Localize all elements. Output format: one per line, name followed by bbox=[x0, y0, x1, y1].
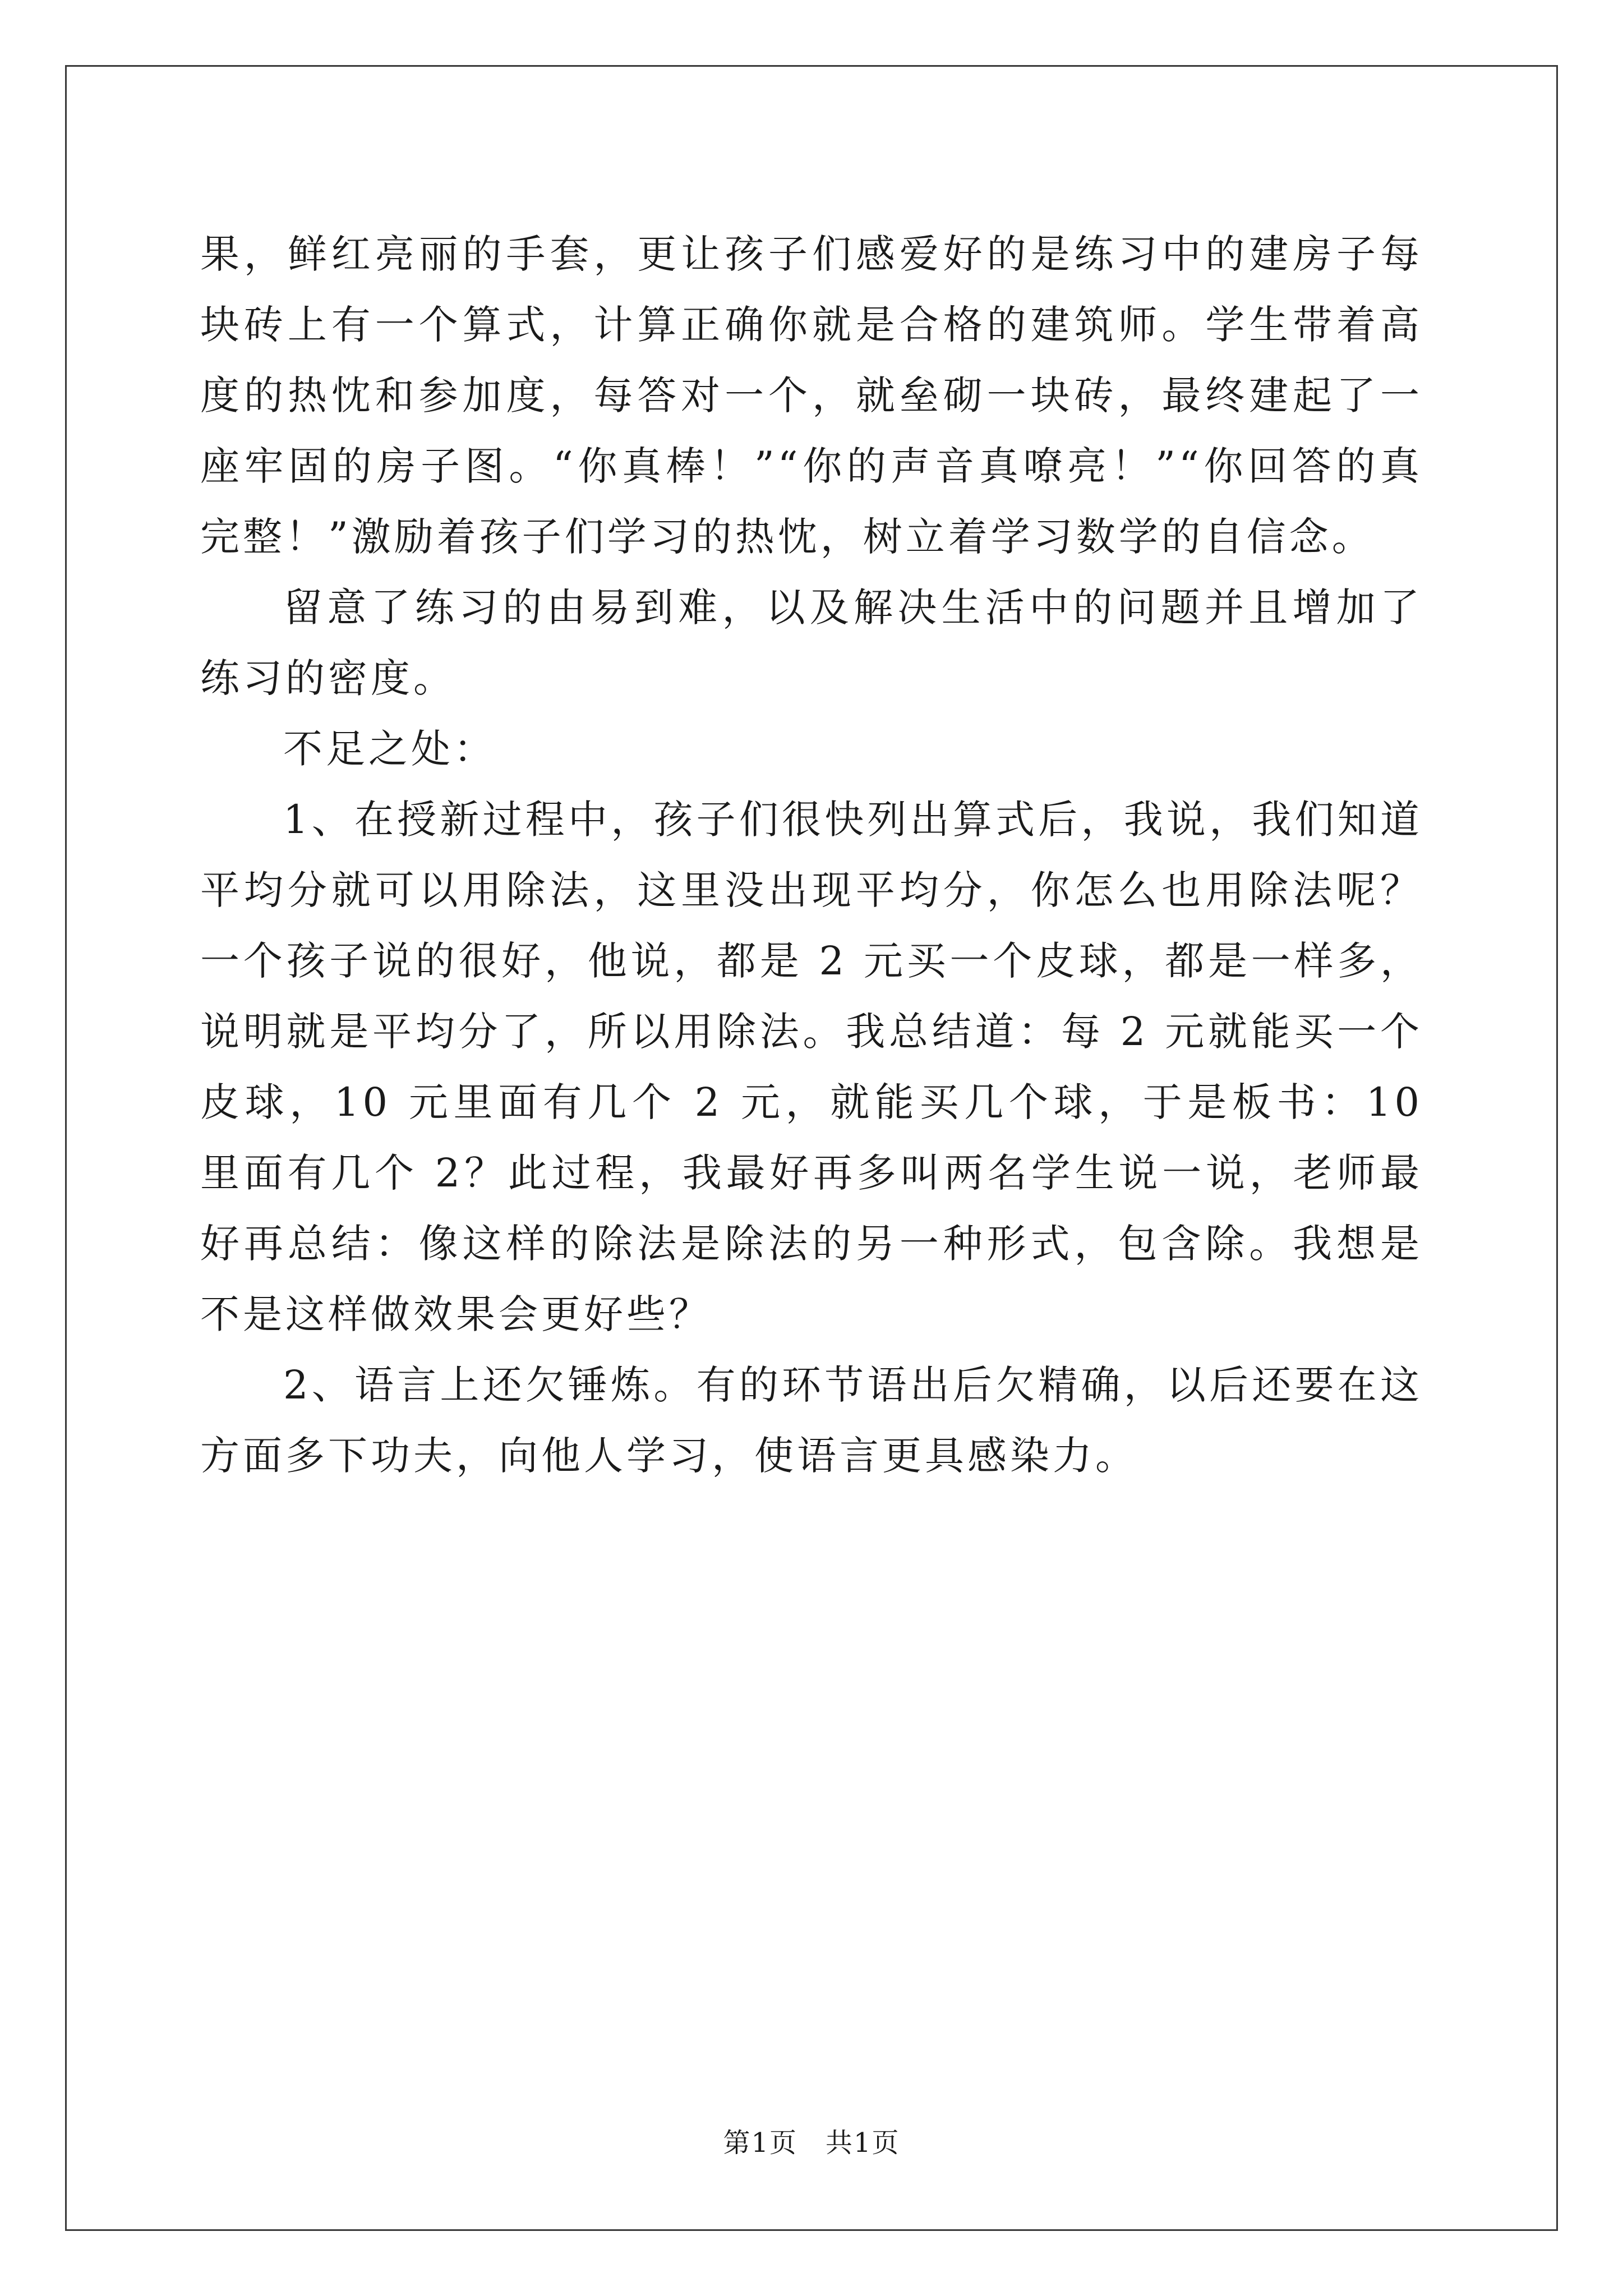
document-body bbox=[200, 219, 1423, 1491]
paragraph-1: 果，鲜红亮丽的手套，更让孩子们感爱好的是练习中的建房子每块砖上有一个算式，计算正确你就是合格的建筑师。学生带着高度的热忱和参加度，每答对一个，就垒砌一块砖，最终建起了一座牢固的房子图。“你真棒！”“你的声音真嘹亮！”“你回答的真完整！”激励着孩子们学习的热忱，树立着学习数学的自信念。 bbox=[200, 231, 1423, 560]
paragraph-3: 不足之处： bbox=[283, 726, 496, 772]
paragraph-4: 1、在授新过程中，孩子们很快列出算式后，我说，我们知道平均分就可以用除法，这里没出现平均分，你怎么也用除法呢？一个孩子说的很好，他说，都是 2 元买一个皮球，都是一样多，说明就是平均分了，所以用除法。我总结道：每 2 元就能买一个皮球，10 元里面有几个 2 元，就能买几个球，于是板书：10 里面有几个 2？此过程，我最好再多叫两名学生说一说，老师最好再总结：像这样的除法是除法的另一种形式，包含除。我想是不是这样做效果会更好些？ bbox=[200, 797, 1423, 1337]
paragraph-5: 2、语言上还欠锤炼。有的环节语出后欠精确，以后还要在这方面多下功夫，向他人学习，使语言更具感染力。 bbox=[200, 1362, 1423, 1479]
paragraph-2: 留意了练习的由易到难，以及解决生活中的问题并且增加了练习的密度。 bbox=[200, 585, 1423, 701]
page-number-footer: 第1页 共1页 bbox=[723, 2127, 900, 2159]
